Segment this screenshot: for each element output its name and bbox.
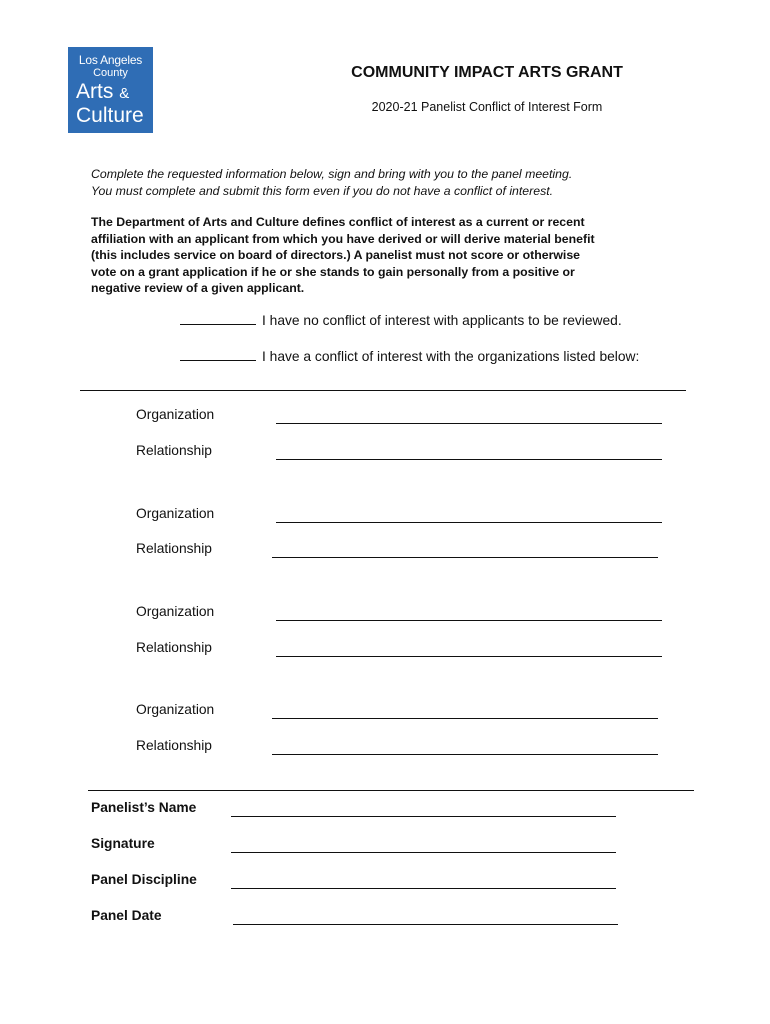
signature-divider [88, 790, 694, 791]
instruction-line: You must complete and submit this form even if you do not have a conflict of interest. [91, 184, 554, 198]
instruction-line: Complete the requested information below, sign and bring with you to the panel meeting. [91, 167, 573, 181]
organization-label: Organization [136, 702, 215, 717]
organization-field[interactable] [276, 423, 662, 424]
signature-field[interactable] [231, 852, 616, 853]
definition-line: affiliation with an applicant from which you have derived or will derive material benefit [91, 231, 595, 246]
relationship-label: Relationship [136, 640, 212, 655]
organization-label: Organization [136, 604, 215, 619]
definition-line: (this includes service on board of directors.) A panelist must not score or otherwise [91, 248, 581, 262]
definition-line: negative review of a given applicant. [91, 281, 305, 295]
panel-date-label: Panel Date [91, 908, 162, 923]
relationship-field[interactable] [272, 557, 658, 558]
relationship-field[interactable] [276, 656, 662, 657]
form-subtitle: 2020-21 Panelist Conflict of Interest Form [371, 100, 603, 114]
organization-label: Organization [136, 407, 215, 422]
logo-ampersand: & [119, 85, 130, 102]
panelist-name-label: Panelist’s Name [91, 800, 197, 815]
section-divider [80, 390, 686, 391]
organization-field[interactable] [276, 522, 662, 523]
logo-line-1: Los Angeles [78, 53, 143, 67]
arts-culture-logo [68, 47, 153, 133]
panelist-name-field[interactable] [231, 816, 616, 817]
form-title: COMMUNITY IMPACT ARTS GRANT [351, 64, 623, 81]
relationship-field[interactable] [276, 459, 662, 460]
has-conflict-blank[interactable] [180, 348, 256, 361]
has-conflict-option [180, 348, 639, 364]
instructions [91, 166, 691, 200]
logo-line-2: County [93, 67, 128, 79]
relationship-label: Relationship [136, 443, 212, 458]
definition-line: The Department of Arts and Culture defines conflict of interest as a current or recent [91, 215, 585, 229]
organization-field[interactable] [272, 718, 658, 719]
relationship-label: Relationship [136, 738, 212, 753]
organization-field[interactable] [276, 620, 662, 621]
relationship-label: Relationship [136, 541, 212, 556]
panel-discipline-field[interactable] [231, 888, 616, 889]
no-conflict-blank[interactable] [180, 312, 256, 325]
logo-arts: Arts [76, 80, 114, 103]
conflict-definition [91, 214, 691, 297]
no-conflict-option [180, 312, 622, 328]
panel-discipline-label: Panel Discipline [91, 872, 197, 887]
organization-label: Organization [136, 506, 215, 521]
panel-date-field[interactable] [233, 924, 618, 925]
no-conflict-label: I have no conflict of interest with applicants to be reviewed. [262, 313, 622, 328]
definition-line: vote on a grant application if he or she stands to gain personally from a positive or [91, 264, 575, 279]
logo-line-4: Culture [76, 104, 144, 127]
signature-label: Signature [91, 836, 155, 851]
has-conflict-label: I have a conflict of interest with the organizations listed below: [262, 349, 640, 364]
relationship-field[interactable] [272, 754, 658, 755]
logo-line-3 [74, 81, 147, 105]
